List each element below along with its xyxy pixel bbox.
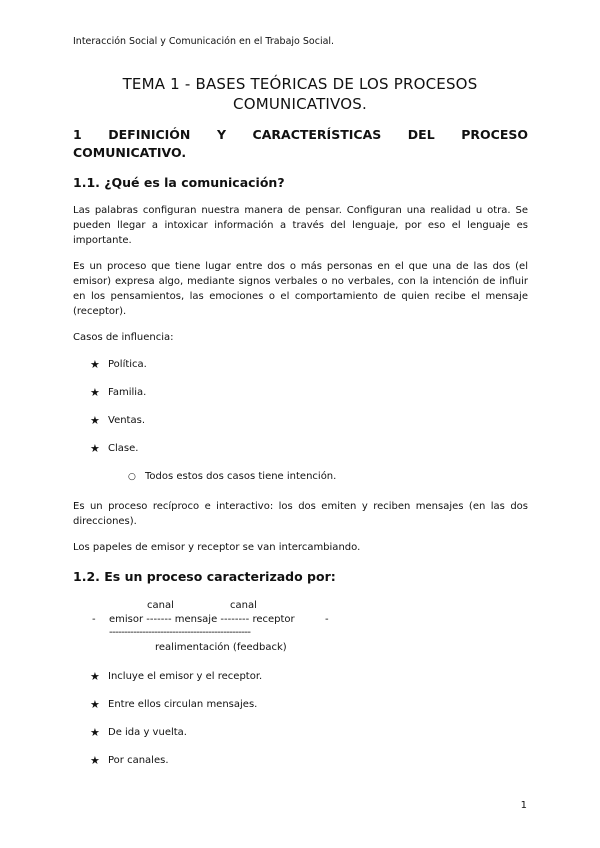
canal-label: canal	[230, 600, 257, 611]
paragraph: Las palabras configuran nuestra manera de pensar. Configuran una realidad u otra. Se pueden llegar a intoxicar información a través del lenguaje, por eso el lenguaje es importante.	[73, 205, 528, 246]
diagram-dash: -	[325, 614, 329, 625]
diagram-return-line: -----------------------------------------------	[109, 627, 251, 638]
running-header: Interacción Social y Comunicación en el Trabajo Social.	[73, 36, 335, 47]
star-bullet-icon: ★	[90, 442, 100, 455]
section-word: CARACTERÍSTICAS	[252, 127, 382, 142]
list-item: ★ Clase.	[90, 442, 139, 455]
list-item: ★ Política.	[90, 358, 147, 371]
list-item: ★ Por canales.	[90, 754, 169, 767]
page-title	[60, 74, 540, 114]
section-word: PROCESO	[461, 127, 528, 142]
star-bullet-icon: ★	[90, 726, 100, 739]
section-heading-line-2: COMUNICATIVO.	[73, 145, 187, 160]
list-item: ★ Familia.	[90, 386, 147, 399]
section-word: Y	[216, 127, 226, 142]
paragraph: Los papeles de emisor y receptor se van intercambiando.	[73, 542, 361, 553]
star-bullet-icon: ★	[90, 698, 100, 711]
star-bullet-icon: ★	[90, 414, 100, 427]
section-number: 1	[73, 127, 82, 142]
list-item: ★ De ida y vuelta.	[90, 726, 187, 739]
star-bullet-icon: ★	[90, 670, 100, 683]
list-item: ★ Entre ellos circulan mensajes.	[90, 698, 258, 711]
title-line-2: COMUNICATIVOS.	[233, 95, 367, 113]
section-1-heading	[73, 126, 528, 162]
paragraph: Es un proceso recíproco e interactivo: los dos emiten y reciben mensajes (en las dos direcciones).	[73, 501, 528, 527]
sub-list-item: ○ Todos estos dos casos tiene intención.	[128, 471, 337, 482]
list-item: ★ Incluye el emisor y el receptor.	[90, 670, 263, 683]
section-word: DEFINICIÓN	[108, 127, 191, 142]
paragraph: Es un proceso que tiene lugar entre dos o más personas en el que una de las dos (el emisor) expresa algo, mediante signos verbales o no verbales, con la intención de influir en los pensamientos, las emociones o el comportamiento de quien recibe el mensaje (receptor).	[73, 261, 528, 317]
star-bullet-icon: ★	[90, 754, 100, 767]
subsection-1-2-heading: 1.2. Es un proceso caracterizado por:	[73, 569, 336, 584]
paragraph: Casos de influencia:	[73, 332, 174, 343]
section-word: DEL	[407, 127, 435, 142]
star-bullet-icon: ★	[90, 386, 100, 399]
title-line-1: TEMA 1 - BASES TEÓRICAS DE LOS PROCESOS	[122, 75, 478, 93]
star-bullet-icon: ★	[90, 358, 100, 371]
list-item: ★ Ventas.	[90, 414, 145, 427]
diagram-flow: emisor ------- mensaje -------- receptor	[109, 614, 295, 625]
subsection-1-1-heading: 1.1. ¿Qué es la comunicación?	[73, 175, 285, 190]
feedback-label: realimentación (feedback)	[155, 642, 287, 653]
diagram-dash: -	[92, 614, 96, 625]
page-number: 1	[520, 800, 527, 811]
canal-label: canal	[147, 600, 174, 611]
circle-bullet-icon: ○	[128, 471, 136, 482]
